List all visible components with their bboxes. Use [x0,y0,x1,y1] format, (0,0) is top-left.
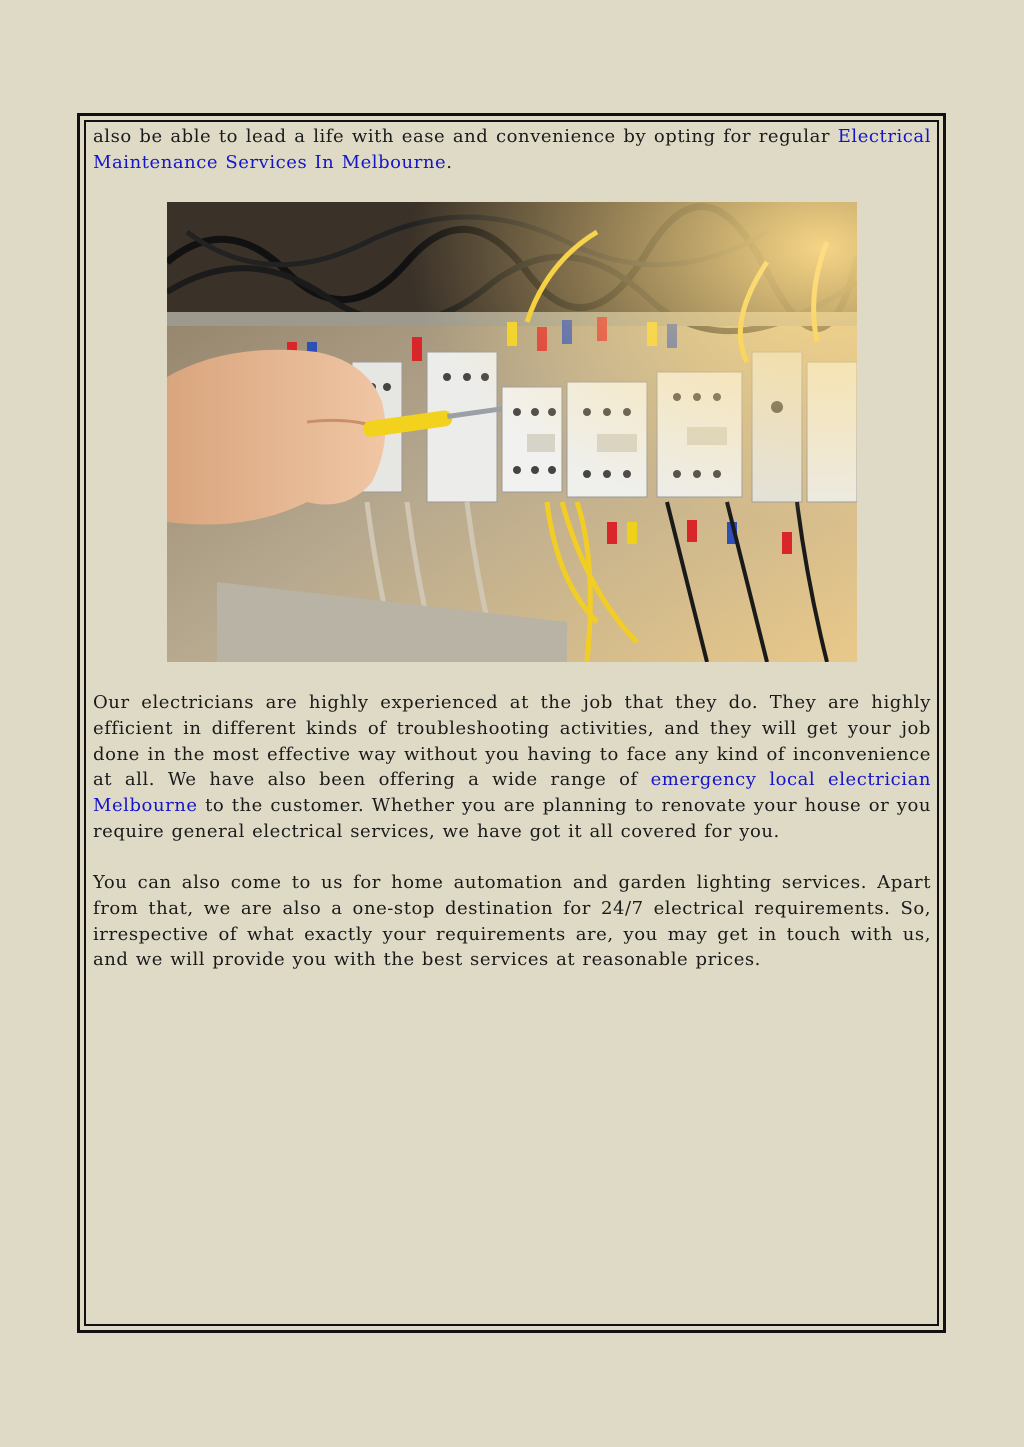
electrical-panel-photo [167,202,857,662]
services-text: Our electricians are highly experienced at the job that they do. They are highly efficient in different kinds of troubleshooting activities, and they will get your job done in the most effective way without you having to face any kind of inconvenience at all. We have also been offering a wide range of [93,692,931,791]
intro-paragraph-container [93,124,931,176]
services-paragraph [93,690,931,845]
automation-paragraph-container [93,870,931,973]
intro-text-end: . [446,151,453,173]
services-paragraph-container [93,690,931,845]
intro-text: also be able to lead a life with ease and convenience by opting for regular [93,126,838,147]
services-text-end: to the customer. Whether you are planning to renovate your house or you require general electrical services, we have got it all covered for you. [93,795,931,842]
electrical-maintenance-link[interactable]: Electrical Maintenance Services In Melbourne [93,126,931,173]
automation-paragraph: You can also come to us for home automation and garden lighting services. Apart from that, we are also a one-stop destination for 24/7 electrical requirements. So, irrespective of what exactly your requirements are, you may get in touch with us, and we will provide you with the best services at reasonable prices. [93,872,931,971]
emergency-electrician-link[interactable]: emergency local electrician Melbourne [93,769,931,817]
intro-paragraph [93,124,931,176]
